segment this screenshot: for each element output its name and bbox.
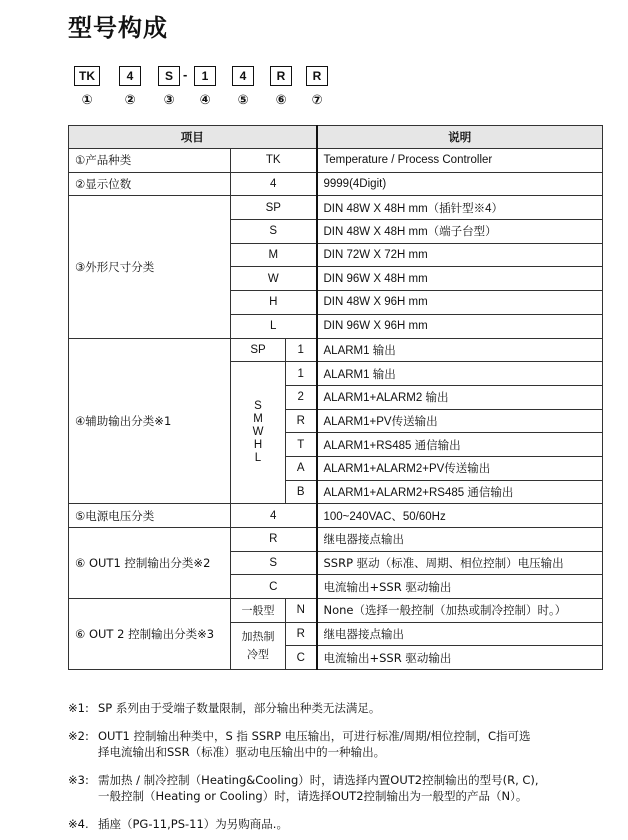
row-code: 4 — [231, 172, 317, 196]
row-desc: DIN 48W X 48H mm（端子台型） — [317, 220, 603, 244]
row-code: W — [231, 267, 317, 291]
code-box-size: S — [158, 66, 180, 86]
type-line: 冷型 — [247, 647, 269, 661]
code-box-out2: R — [306, 66, 328, 86]
size-code: L — [254, 452, 262, 465]
footnote-mark: ※1: — [68, 701, 89, 715]
row-type-heatcool — [231, 622, 286, 669]
row-desc: 100~240VAC、50/60Hz — [317, 504, 603, 528]
footnote — [68, 700, 608, 716]
row-desc: ALARM1+ALARM2 输出 — [317, 385, 603, 409]
row-label: ⑥ OUT 2 控制输出分类※3 — [69, 599, 231, 670]
row-desc: ALARM1+RS485 通信输出 — [317, 433, 603, 457]
header-item: 项目 — [69, 126, 317, 149]
page-title: 型号构成 — [68, 14, 168, 42]
code-box-digit: 4 — [119, 66, 141, 86]
size-code: S — [254, 400, 262, 413]
footnote — [68, 816, 608, 832]
type-line: 加热制 — [241, 629, 275, 643]
row-code: M — [231, 243, 317, 267]
row-code: A — [286, 456, 317, 480]
row-desc: DIN 48W X 96H mm — [317, 291, 603, 315]
row-code: L — [231, 314, 317, 338]
row-code: 2 — [286, 385, 317, 409]
footnote-mark: ※4. — [68, 817, 89, 831]
row-desc: None（选择一般控制（加热或制冷控制）时。） — [317, 599, 603, 623]
row-code: TK — [231, 149, 317, 173]
row-code: R — [231, 528, 317, 552]
code-box-power: 4 — [232, 66, 254, 86]
code-number: ③ — [163, 93, 175, 108]
row-desc: DIN 48W X 48H mm（插针型※4） — [317, 196, 603, 220]
row-size-code: SP — [231, 338, 286, 362]
code-number: ⑦ — [311, 93, 323, 108]
footnote-line: OUT1 控制输出种类中，S 指 SSRP 电压输出，可进行标准/周期/相位控制，C指可选 — [98, 729, 531, 743]
row-code: S — [231, 551, 317, 575]
row-code: H — [231, 291, 317, 315]
table-row — [69, 196, 603, 220]
row-code: SP — [231, 196, 317, 220]
row-label: ③外形尺寸分类 — [69, 196, 231, 338]
footnote-mark: ※3: — [68, 773, 89, 787]
table-row — [69, 338, 603, 362]
row-desc: 电流输出+SSR 驱动输出 — [317, 575, 603, 599]
row-label: ④辅助输出分类※1 — [69, 338, 231, 504]
row-desc: 电流输出+SSR 驱动输出 — [317, 646, 603, 670]
row-desc: DIN 72W X 72H mm — [317, 243, 603, 267]
row-type-general: 一般型 — [231, 599, 286, 623]
code-number: ① — [81, 93, 93, 108]
footnote-line: 一般控制（Heating or Cooling）时，请选择OUT2控制输出为一般型的产品（N）。 — [98, 789, 528, 803]
code-box-aux: 1 — [194, 66, 216, 86]
code-dash: - — [183, 67, 188, 82]
header-desc: 说明 — [317, 126, 603, 149]
row-desc: ALARM1 输出 — [317, 362, 603, 386]
table-header-row — [69, 126, 603, 149]
model-spec-table — [68, 125, 603, 670]
code-number: ⑥ — [275, 93, 287, 108]
row-code: C — [286, 646, 317, 670]
footnotes — [68, 700, 608, 840]
footnote-line: SP 系列由于受端子数量限制，部分输出种类无法满足。 — [98, 701, 381, 715]
row-label: ①产品种类 — [69, 149, 231, 173]
row-desc: ALARM1+PV传送输出 — [317, 409, 603, 433]
size-code: M — [253, 413, 263, 426]
table-row — [69, 599, 603, 623]
row-code: S — [231, 220, 317, 244]
row-desc: Temperature / Process Controller — [317, 149, 603, 173]
row-label: ②显示位数 — [69, 172, 231, 196]
row-desc: 继电器接点输出 — [317, 622, 603, 646]
row-code: T — [286, 433, 317, 457]
row-label: ⑥ OUT1 控制输出分类※2 — [69, 528, 231, 599]
row-desc: SSRP 驱动（标准、周期、相位控制）电压输出 — [317, 551, 603, 575]
table-row — [69, 528, 603, 552]
table-row — [69, 149, 603, 173]
row-desc: ALARM1+ALARM2+PV传送输出 — [317, 456, 603, 480]
code-box-out1: R — [270, 66, 292, 86]
row-desc: DIN 96W X 96H mm — [317, 314, 603, 338]
row-desc: ALARM1+ALARM2+RS485 通信输出 — [317, 480, 603, 504]
code-number: ⑤ — [237, 93, 249, 108]
code-box-product: TK — [74, 66, 100, 86]
row-code: R — [286, 622, 317, 646]
code-number: ② — [124, 93, 136, 108]
table-row — [69, 504, 603, 528]
row-code: C — [231, 575, 317, 599]
table-row — [69, 172, 603, 196]
row-desc: 9999(4Digit) — [317, 172, 603, 196]
row-desc: DIN 96W X 48H mm — [317, 267, 603, 291]
row-code: N — [286, 599, 317, 623]
row-code: R — [286, 409, 317, 433]
size-code: W — [252, 426, 264, 439]
footnote-line: 择电流输出和SSR（标准）驱动电压输出中的一种输出。 — [98, 745, 386, 759]
row-desc: ALARM1 输出 — [317, 338, 603, 362]
row-label: ⑤电源电压分类 — [69, 504, 231, 528]
row-code: 4 — [231, 504, 317, 528]
footnote-line: 插座（PG-11,PS-11）为另购商品.。 — [98, 817, 288, 831]
row-code: 1 — [286, 362, 317, 386]
footnote — [68, 772, 608, 804]
size-code: H — [253, 439, 263, 452]
row-desc: 继电器接点输出 — [317, 528, 603, 552]
footnote-line: 需加热 / 制冷控制（Heating&Cooling）时，请选择内置OUT2控制输出的型号(R, C), — [98, 773, 539, 787]
row-code: B — [286, 480, 317, 504]
code-number: ④ — [199, 93, 211, 108]
footnote-mark: ※2: — [68, 729, 89, 743]
row-code: 1 — [286, 338, 317, 362]
footnote — [68, 728, 608, 760]
row-size-group — [231, 362, 286, 504]
